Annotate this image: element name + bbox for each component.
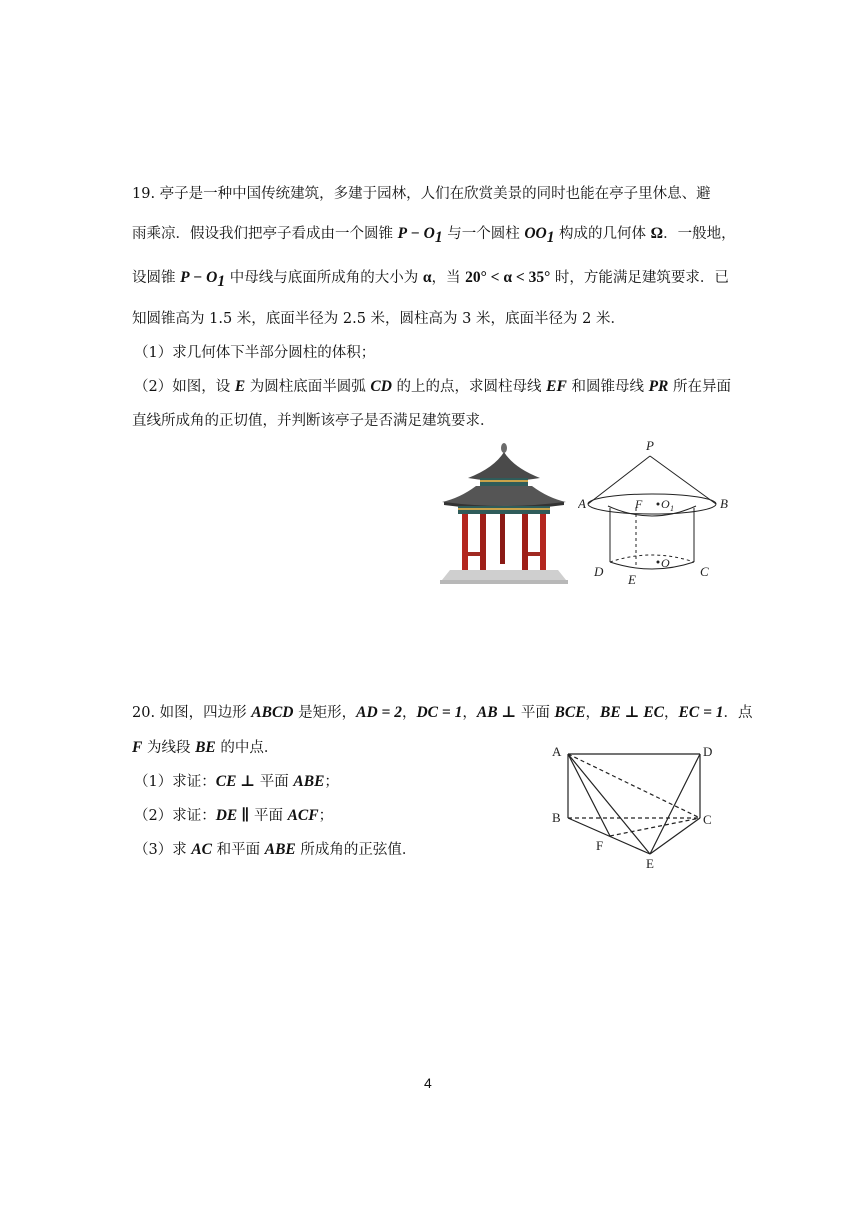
math-plane: ACF xyxy=(287,807,319,824)
p20-text: （1）求证： xyxy=(134,774,216,790)
math-plane: ABE xyxy=(293,773,325,790)
math-perp: BE ⊥ EC xyxy=(600,704,665,721)
p19-line2 xyxy=(132,224,736,248)
p20-text: ．点 xyxy=(723,705,753,721)
label-E: E xyxy=(628,572,636,587)
math-eq: AD = 2 xyxy=(356,704,402,721)
p19-text: 为圆柱底面半圆弧 xyxy=(245,379,371,395)
p19-text: 中母线与底面所成角的大小为 xyxy=(225,270,423,286)
p19-text: 的上的点，求圆柱母线 xyxy=(391,379,547,395)
p19-line4 xyxy=(132,309,625,329)
label-A: A xyxy=(578,496,586,511)
page-number: 4 xyxy=(424,1075,432,1091)
p20-text: （3）求 xyxy=(134,842,192,858)
p20-text: ； xyxy=(318,808,334,824)
label-C: C xyxy=(700,564,709,579)
p19-text: 设圆锥 xyxy=(132,270,181,286)
math-omega: Ω xyxy=(650,225,664,242)
cone-cylinder-diagram xyxy=(578,436,738,594)
label-E: E xyxy=(646,856,654,870)
math-segment: EF xyxy=(546,378,567,395)
p20-text: ， xyxy=(401,705,417,721)
p20-text: ， xyxy=(462,705,477,721)
math-segment: AC xyxy=(191,841,213,858)
label-O1: O xyxy=(661,497,670,511)
p19-text: 雨乘凉．假设我们把亭子看成由一个圆锥 xyxy=(132,226,398,242)
p19-question2-cont xyxy=(132,411,495,431)
p19-text: 和圆锥母线 xyxy=(566,379,649,395)
p19-text: 构成的几何体 xyxy=(554,226,651,242)
p19-text: （2）如图，设 xyxy=(134,379,235,395)
p19-question1 xyxy=(134,343,375,363)
math-sub: 1 xyxy=(434,228,443,246)
p20-line1 xyxy=(132,703,753,723)
label-C: C xyxy=(703,812,712,827)
label-F: F xyxy=(635,497,643,511)
label-O: O xyxy=(661,556,670,570)
math-point: E xyxy=(234,378,246,395)
p20-text: 和平面 xyxy=(212,842,265,858)
math-cone: P − O xyxy=(397,225,435,242)
p19-line3 xyxy=(132,268,729,292)
math-eq: EC = 1 xyxy=(678,704,724,721)
p20-text: 所成角的正弦值． xyxy=(295,842,417,858)
math-sub: 1 xyxy=(217,272,226,290)
label-D: D xyxy=(594,564,604,579)
math-segment: PR xyxy=(648,378,669,395)
p19-text: 与一个圆柱 xyxy=(442,226,525,242)
p19-text: 直线所成角的正切值，并判断该亭子是否满足建筑要求． xyxy=(132,413,495,429)
p19-text: 19. 亭子是一种中国传统建筑，多建于园林，人们在欣赏美景的同时也能在亭子里休息、避 xyxy=(132,186,711,202)
math-segment: BE xyxy=(195,739,216,756)
p20-text: （2）求证： xyxy=(134,808,216,824)
p19-text: 所在异面 xyxy=(668,379,731,395)
p20-text: 为线段 xyxy=(142,740,196,756)
math-arc: CD xyxy=(370,378,392,395)
label-B: B xyxy=(720,496,728,511)
p20-text: 平面 xyxy=(249,808,288,824)
p20-text: 是矩形， xyxy=(293,705,357,721)
label-A: A xyxy=(552,744,562,759)
rectangle-prism-diagram xyxy=(548,740,720,870)
p20-question3 xyxy=(134,840,416,860)
p19-q1-text: （1）求几何体下半部分圆柱的体积； xyxy=(134,345,376,361)
math-point: F xyxy=(132,739,143,756)
label-O1-sub: 1 xyxy=(670,504,674,513)
p19-text: ．一般地， xyxy=(663,226,736,242)
p20-text: 的中点． xyxy=(215,740,279,756)
math-parallel: DE ∥ xyxy=(215,807,250,824)
label-D: D xyxy=(703,744,713,759)
label-P: P xyxy=(646,438,654,453)
p20-question1 xyxy=(134,772,339,792)
p20-text: 20. 如图，四边形 xyxy=(132,705,252,721)
math-rect: ABCD xyxy=(251,704,294,721)
p19-question2 xyxy=(134,377,731,397)
math-cone: P − O xyxy=(180,269,218,286)
math-plane: ABE xyxy=(264,841,296,858)
p19-text: 知圆锥高为 1.5 米，底面半径为 2.5 米，圆柱高为 3 米，底面半径为 2 米． xyxy=(132,311,625,327)
math-alpha: α xyxy=(422,269,432,286)
p19-line1 xyxy=(132,184,711,204)
math-inequality: 20° < α < 35° xyxy=(465,269,551,286)
math-eq: DC = 1 xyxy=(416,704,463,721)
math-perp: CE ⊥ xyxy=(215,773,256,790)
math-perp: AB ⊥ xyxy=(476,704,517,721)
p19-text: 时，方能满足建筑要求．已 xyxy=(550,270,729,286)
pavilion-photo xyxy=(440,442,580,592)
math-sub: 1 xyxy=(546,228,555,246)
p20-line2 xyxy=(132,738,278,758)
p20-text: ， xyxy=(585,705,601,721)
p19-text: ，当 xyxy=(431,270,466,286)
math-cylinder: OO xyxy=(524,225,547,242)
p20-text: ， xyxy=(664,705,679,721)
label-F: F xyxy=(596,838,604,853)
math-plane: BCE xyxy=(554,704,586,721)
p20-text: 平面 xyxy=(516,705,555,721)
label-B: B xyxy=(552,810,561,825)
p20-question2 xyxy=(134,806,333,826)
p20-text: 平面 xyxy=(255,774,294,790)
p20-text: ； xyxy=(324,774,339,790)
